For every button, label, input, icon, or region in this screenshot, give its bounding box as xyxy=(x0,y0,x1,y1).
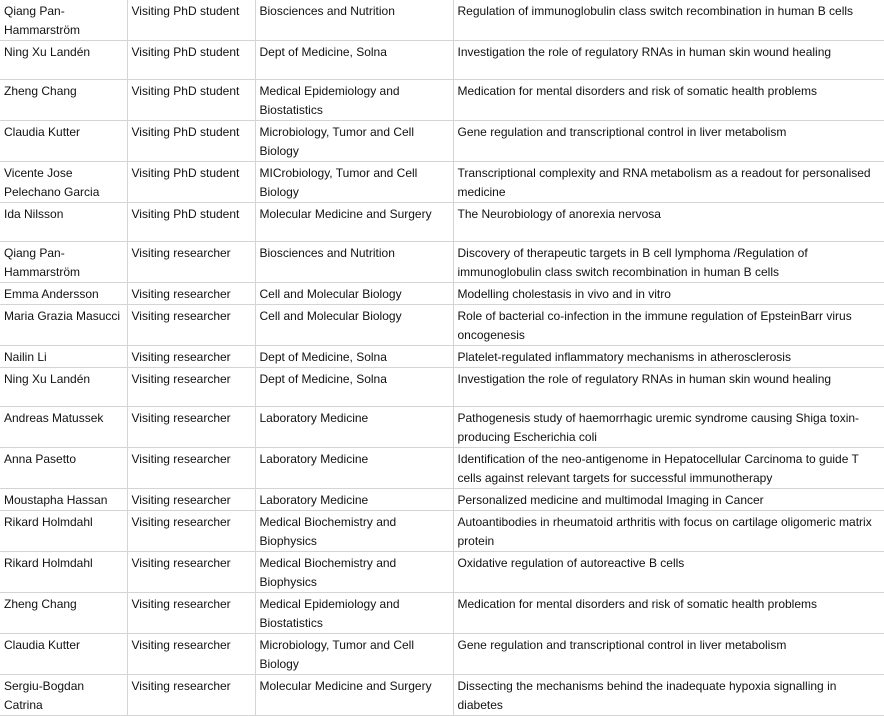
cell-department[interactable]: Microbiology, Tumor and Cell Biology xyxy=(255,634,453,675)
cell-department[interactable]: Molecular Medicine and Surgery xyxy=(255,203,453,242)
cell-role[interactable]: Visiting PhD student xyxy=(127,162,255,203)
cell-role[interactable]: Visiting researcher xyxy=(127,242,255,283)
cell-project[interactable]: Platelet-regulated inflammatory mechanisms in atherosclerosis xyxy=(453,346,884,368)
cell-role[interactable]: Visiting researcher xyxy=(127,593,255,634)
table-row xyxy=(0,80,884,121)
cell-role[interactable]: Visiting PhD student xyxy=(127,80,255,121)
cell-name[interactable]: Andreas Matussek xyxy=(0,407,127,448)
cell-name[interactable]: Rikard Holmdahl xyxy=(0,511,127,552)
cell-name[interactable]: Zheng Chang xyxy=(0,593,127,634)
cell-department[interactable]: Cell and Molecular Biology xyxy=(255,283,453,305)
table-row xyxy=(0,0,884,41)
cell-project[interactable]: Gene regulation and transcriptional control in liver metabolism xyxy=(453,121,884,162)
cell-name[interactable]: Moustapha Hassan xyxy=(0,489,127,511)
cell-name[interactable]: Qiang Pan-Hammarström xyxy=(0,0,127,41)
cell-name[interactable]: Claudia Kutter xyxy=(0,634,127,675)
cell-project[interactable]: Autoantibodies in rheumatoid arthritis with focus on cartilage oligomeric matrix protein xyxy=(453,511,884,552)
cell-name[interactable]: Nailin Li xyxy=(0,346,127,368)
cell-name[interactable]: Qiang Pan-Hammarström xyxy=(0,242,127,283)
cell-name[interactable]: Anna Pasetto xyxy=(0,448,127,489)
cell-role[interactable]: Visiting researcher xyxy=(127,305,255,346)
cell-project[interactable]: Discovery of therapeutic targets in B cell lymphoma /Regulation of immunoglobulin class switch recombination in human B cells xyxy=(453,242,884,283)
table-row xyxy=(0,511,884,552)
table-row xyxy=(0,242,884,283)
cell-department[interactable]: Dept of Medicine, Solna xyxy=(255,368,453,407)
cell-role[interactable]: Visiting PhD student xyxy=(127,0,255,41)
cell-project[interactable]: Gene regulation and transcriptional control in liver metabolism xyxy=(453,634,884,675)
cell-role[interactable]: Visiting researcher xyxy=(127,552,255,593)
cell-department[interactable]: Biosciences and Nutrition xyxy=(255,242,453,283)
table-row xyxy=(0,634,884,675)
table-row xyxy=(0,552,884,593)
cell-role[interactable]: Visiting researcher xyxy=(127,489,255,511)
cell-project[interactable]: Medication for mental disorders and risk of somatic health problems xyxy=(453,80,884,121)
table-row xyxy=(0,41,884,80)
cell-role[interactable]: Visiting researcher xyxy=(127,634,255,675)
cell-project[interactable]: Regulation of immunoglobulin class switch recombination in human B cells xyxy=(453,0,884,41)
table-row xyxy=(0,368,884,407)
cell-department[interactable]: Cell and Molecular Biology xyxy=(255,305,453,346)
cell-name[interactable]: Emma Andersson xyxy=(0,283,127,305)
cell-project[interactable]: Pathogenesis study of haemorrhagic uremic syndrome causing Shiga toxin-producing Escherichia coli xyxy=(453,407,884,448)
cell-project[interactable]: Investigation the role of regulatory RNAs in human skin wound healing xyxy=(453,368,884,407)
table-row xyxy=(0,346,884,368)
cell-project[interactable]: Personalized medicine and multimodal Imaging in Cancer xyxy=(453,489,884,511)
cell-role[interactable]: Visiting researcher xyxy=(127,368,255,407)
cell-department[interactable]: Molecular Medicine and Surgery xyxy=(255,675,453,716)
cell-name[interactable]: Ida Nilsson xyxy=(0,203,127,242)
table-row xyxy=(0,489,884,511)
cell-department[interactable]: Medical Epidemiology and Biostatistics xyxy=(255,80,453,121)
cell-project[interactable]: Modelling cholestasis in vivo and in vitro xyxy=(453,283,884,305)
cell-department[interactable]: Medical Epidemiology and Biostatistics xyxy=(255,593,453,634)
table-row xyxy=(0,305,884,346)
cell-department[interactable]: Microbiology, Tumor and Cell Biology xyxy=(255,121,453,162)
cell-project[interactable]: The Neurobiology of anorexia nervosa xyxy=(453,203,884,242)
cell-name[interactable]: Claudia Kutter xyxy=(0,121,127,162)
cell-project[interactable]: Identification of the neo-antigenome in Hepatocellular Carcinoma to guide T cells against relevant targets for successful immunotherapy xyxy=(453,448,884,489)
table-row xyxy=(0,407,884,448)
cell-role[interactable]: Visiting researcher xyxy=(127,511,255,552)
cell-role[interactable]: Visiting researcher xyxy=(127,346,255,368)
cell-role[interactable]: Visiting PhD student xyxy=(127,121,255,162)
cell-department[interactable]: Biosciences and Nutrition xyxy=(255,0,453,41)
cell-role[interactable]: Visiting researcher xyxy=(127,283,255,305)
cell-name[interactable]: Sergiu-Bogdan Catrina xyxy=(0,675,127,716)
cell-department[interactable]: MICrobiology, Tumor and Cell Biology xyxy=(255,162,453,203)
cell-role[interactable]: Visiting researcher xyxy=(127,448,255,489)
cell-name[interactable]: Vicente Jose Pelechano Garcia xyxy=(0,162,127,203)
cell-department[interactable]: Dept of Medicine, Solna xyxy=(255,346,453,368)
table-row xyxy=(0,162,884,203)
cell-department[interactable]: Medical Biochemistry and Biophysics xyxy=(255,511,453,552)
cell-name[interactable]: Zheng Chang xyxy=(0,80,127,121)
table-row xyxy=(0,593,884,634)
cell-project[interactable]: Oxidative regulation of autoreactive B cells xyxy=(453,552,884,593)
table-row xyxy=(0,448,884,489)
cell-name[interactable]: Ning Xu Landén xyxy=(0,368,127,407)
table-row xyxy=(0,283,884,305)
cell-name[interactable]: Maria Grazia Masucci xyxy=(0,305,127,346)
table-row xyxy=(0,203,884,242)
cell-department[interactable]: Laboratory Medicine xyxy=(255,448,453,489)
cell-project[interactable]: Investigation the role of regulatory RNAs in human skin wound healing xyxy=(453,41,884,80)
cell-project[interactable]: Role of bacterial co-infection in the immune regulation of EpsteinBarr virus oncogenesis xyxy=(453,305,884,346)
cell-name[interactable]: Rikard Holmdahl xyxy=(0,552,127,593)
cell-role[interactable]: Visiting researcher xyxy=(127,407,255,448)
cell-role[interactable]: Visiting PhD student xyxy=(127,203,255,242)
cell-name[interactable]: Ning Xu Landén xyxy=(0,41,127,80)
cell-project[interactable]: Dissecting the mechanisms behind the inadequate hypoxia signalling in diabetes xyxy=(453,675,884,716)
cell-department[interactable]: Dept of Medicine, Solna xyxy=(255,41,453,80)
table-row xyxy=(0,121,884,162)
cell-department[interactable]: Medical Biochemistry and Biophysics xyxy=(255,552,453,593)
cell-project[interactable]: Transcriptional complexity and RNA metabolism as a readout for personalised medicine xyxy=(453,162,884,203)
cell-role[interactable]: Visiting PhD student xyxy=(127,41,255,80)
cell-department[interactable]: Laboratory Medicine xyxy=(255,489,453,511)
cell-project[interactable]: Medication for mental disorders and risk of somatic health problems xyxy=(453,593,884,634)
cell-role[interactable]: Visiting researcher xyxy=(127,675,255,716)
table-row xyxy=(0,675,884,716)
cell-department[interactable]: Laboratory Medicine xyxy=(255,407,453,448)
